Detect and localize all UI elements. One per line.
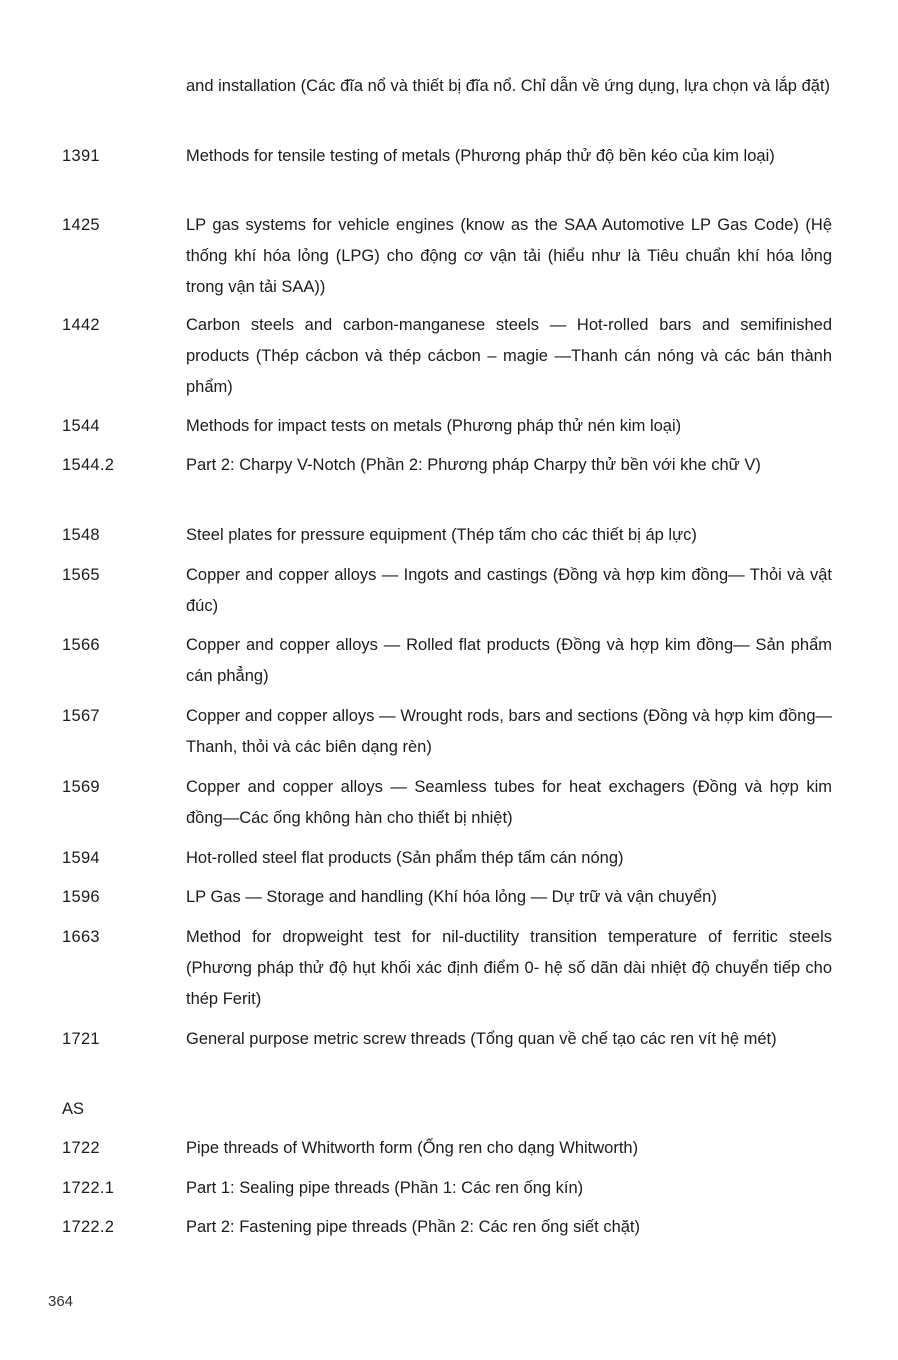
entry-text: Copper and copper alloys — Wrought rods, bars and sections (Đồng và hợp kim đồng—Thanh, thỏi và các biên dạng rèn) <box>186 707 832 756</box>
entry-number: 1425 <box>62 216 100 234</box>
entry-1596 <box>62 882 832 913</box>
entry-text: Copper and copper alloys — Rolled flat products (Đồng và hợp kim đồng— Sản phẩm cán phẳng) <box>186 636 832 685</box>
entry-number: 1544.2 <box>62 456 115 474</box>
entry-1594 <box>62 843 832 874</box>
entry-continuation <box>62 71 832 102</box>
entry-number: 1594 <box>62 849 100 867</box>
entry-number: 1722 <box>62 1139 100 1157</box>
entry-text: Copper and copper alloys — Ingots and castings (Đồng và hợp kim đồng— Thỏi và vật đúc) <box>186 566 832 615</box>
entry-1663 <box>62 922 832 1015</box>
entry-text: General purpose metric screw threads (Tổng quan về chế tạo các ren vít hệ mét) <box>186 1030 777 1048</box>
entry-1548 <box>62 520 832 551</box>
entry-1425 <box>62 210 832 303</box>
entry-text: Methods for impact tests on metals (Phương pháp thử nén kim loại) <box>186 417 682 435</box>
entry-1566 <box>62 630 832 692</box>
entry-text: LP Gas — Storage and handling (Khí hóa lỏng — Dự trữ và vận chuyển) <box>186 888 717 906</box>
entry-1442 <box>62 310 832 403</box>
entry-1569 <box>62 772 832 834</box>
entry-number: 1569 <box>62 778 100 796</box>
entry-number: 1548 <box>62 526 100 544</box>
entry-text: Pipe threads of Whitworth form (Ống ren cho dạng Whitworth) <box>186 1139 639 1157</box>
entry-number: 1596 <box>62 888 100 906</box>
entry-number: 1544 <box>62 417 100 435</box>
entry-text: Part 2: Fastening pipe threads (Phần 2: Các ren ống siết chặt) <box>186 1218 641 1236</box>
entry-number: 1391 <box>62 147 100 165</box>
entry-text: Part 2: Charpy V-Notch (Phần 2: Phương pháp Charpy thử bền với khe chữ V) <box>186 456 761 474</box>
entry-text: LP gas systems for vehicle engines (know as the SAA Automotive LP Gas Code) (Hệ thống khí hóa lỏng (LPG) cho động cơ vận tải (hiểu như là Tiêu chuẩn khí hóa lỏng trong vận tải SAA)) <box>186 216 832 296</box>
entry-1565 <box>62 560 832 622</box>
entry-number: 1442 <box>62 316 100 334</box>
section-label: AS <box>62 1100 85 1118</box>
entry-text: Method for dropweight test for nil-ductility transition temperature of ferritic steels (Phương pháp thử độ hụt khối xác định điểm 0- hệ số dãn dài nhiệt độ chuyển tiếp cho thép Ferit) <box>186 928 832 1008</box>
entry-number: 1663 <box>62 928 100 946</box>
entry-1544-2 <box>62 450 832 481</box>
entry-text: Methods for tensile testing of metals (Phương pháp thử độ bền kéo của kim loại) <box>186 147 775 165</box>
entry-1721 <box>62 1024 832 1055</box>
entry-1722 <box>62 1133 832 1164</box>
entry-1722-1 <box>62 1173 832 1204</box>
entry-1544 <box>62 411 832 442</box>
entry-number: 1566 <box>62 636 100 654</box>
entry-text: Part 1: Sealing pipe threads (Phần 1: Các ren ống kín) <box>186 1179 584 1197</box>
entry-text: and installation (Các đĩa nổ và thiết bị đĩa nổ. Chỉ dẫn về ứng dụng, lựa chọn và lắp đặt) <box>186 77 830 95</box>
entry-1722-2 <box>62 1212 832 1243</box>
page-number: 364 <box>48 1293 74 1310</box>
entry-text: Steel plates for pressure equipment (Thép tấm cho các thiết bị áp lực) <box>186 526 697 544</box>
entry-number: 1565 <box>62 566 100 584</box>
entry-number: 1721 <box>62 1030 100 1048</box>
entry-number: 1722.1 <box>62 1179 115 1197</box>
entry-1567 <box>62 701 832 763</box>
entry-number: 1722.2 <box>62 1218 115 1236</box>
entry-number: 1567 <box>62 707 100 725</box>
entry-1391 <box>62 141 832 172</box>
entry-text: Copper and copper alloys — Seamless tubes for heat exchagers (Đồng và hợp kim đồng—Các ống không hàn cho thiết bị nhiệt) <box>186 778 832 827</box>
entry-text: Carbon steels and carbon-manganese steels — Hot-rolled bars and semifinished products (Thép cácbon và thép cácbon – magie —Thanh cán nóng và các bán thành phẩm) <box>186 316 832 396</box>
entry-text: Hot-rolled steel flat products (Sản phẩm thép tấm cán nóng) <box>186 849 624 867</box>
